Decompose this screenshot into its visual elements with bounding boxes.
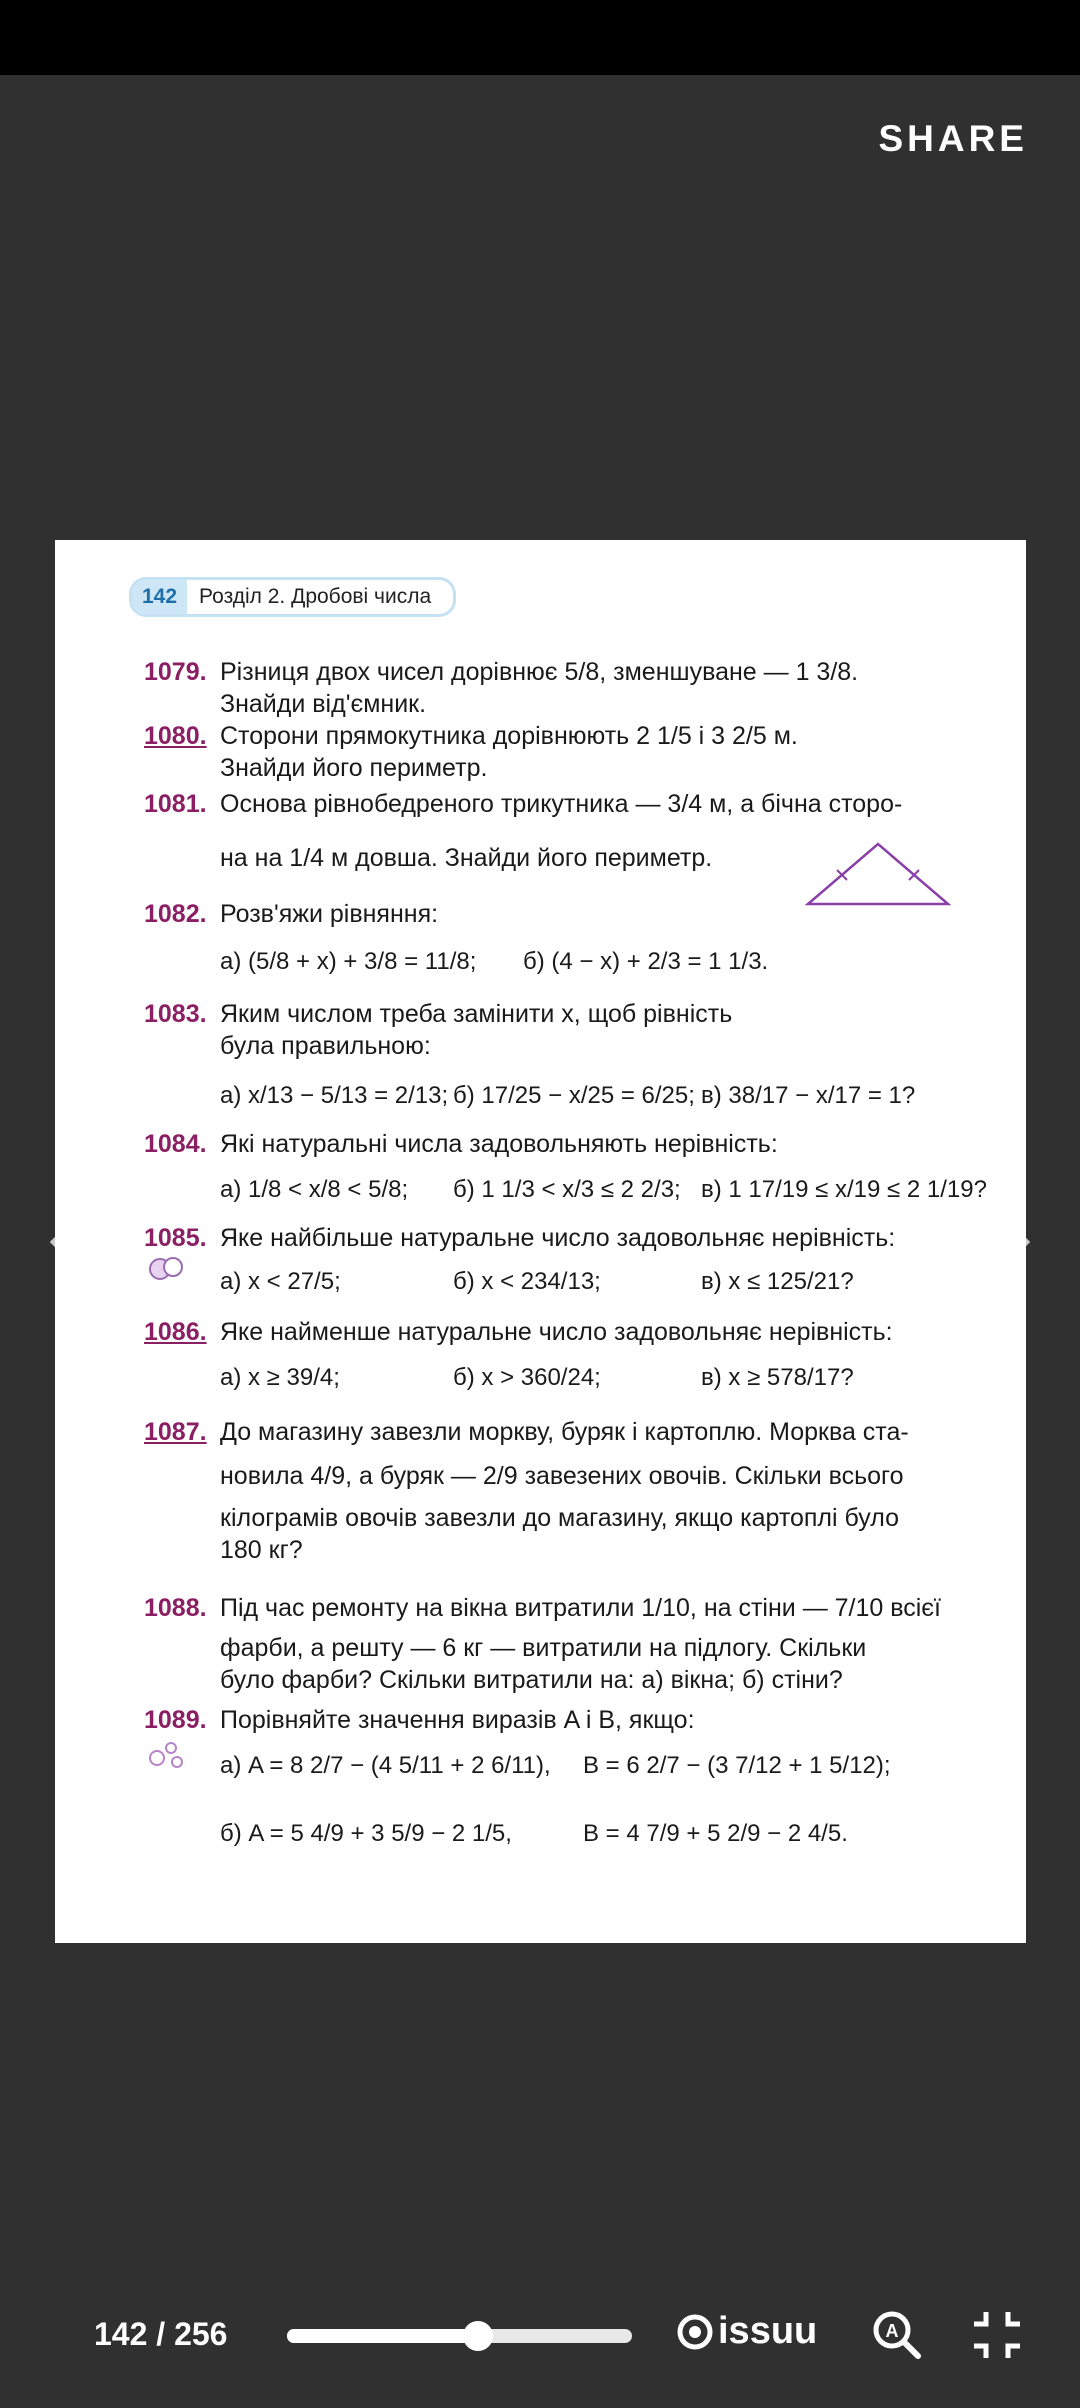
problem-line: було фарби? Скільки витратили на: а) вікна; б) стіни? bbox=[220, 1666, 843, 1694]
issuu-logo-icon bbox=[676, 2313, 714, 2351]
problem-line: Під час ремонту на вікна витратили 1/10, на стіни — 7/10 всієї bbox=[220, 1594, 941, 1622]
item-1085-a: а) x < 27/5; bbox=[220, 1268, 341, 1295]
problem-number: 1084. bbox=[144, 1130, 207, 1158]
item-1086-c: в) x ≥ 578/17? bbox=[701, 1364, 854, 1391]
item-1089-a-A: а) A = 8 2/7 − (4 5/11 + 2 6/11), bbox=[220, 1752, 551, 1779]
share-button[interactable]: SHARE bbox=[878, 118, 1028, 159]
section-title: Розділ 2. Дробові числа bbox=[199, 585, 432, 608]
problem-line: кілограмів овочів завезли до магазину, якщо картоплі було bbox=[220, 1504, 900, 1532]
problem-line: фарби, а решту — 6 кг — витратили на підлогу. Скільки bbox=[220, 1634, 867, 1662]
problem-number: 1088. bbox=[144, 1594, 207, 1622]
problem-number: 1089. bbox=[144, 1706, 207, 1734]
item-1084-a: а) 1/8 < x/8 < 5/8; bbox=[220, 1176, 409, 1203]
problem-1087 bbox=[144, 1416, 956, 1566]
page-indicator: 142 / 256 bbox=[94, 2316, 228, 2352]
page-slider[interactable] bbox=[287, 2329, 632, 2343]
zoom-button[interactable] bbox=[870, 2308, 924, 2362]
item-1085-b: б) x < 234/13; bbox=[453, 1268, 601, 1295]
problem-line: Розв'яжи рівняння: bbox=[220, 900, 439, 928]
problem-number: 1080. bbox=[144, 722, 207, 750]
item-1089-b-B: B = 4 7/9 + 5 2/9 − 2 4/5. bbox=[583, 1820, 848, 1847]
slider-fill bbox=[287, 2329, 478, 2343]
problem-line: Яке найбільше натуральне число задовольняє нерівність: bbox=[220, 1224, 896, 1252]
problem-1084 bbox=[144, 1128, 956, 1160]
problem-line: була правильною: bbox=[220, 1032, 431, 1060]
item-1086-a: а) x ≥ 39/4; bbox=[220, 1364, 340, 1391]
item-1083-b: б) 17/25 − x/25 = 6/25; bbox=[453, 1082, 695, 1109]
problem-1089 bbox=[144, 1704, 956, 1736]
problem-line: Порівняйте значення виразів A і B, якщо: bbox=[220, 1706, 695, 1734]
problem-number: 1083. bbox=[144, 1000, 207, 1028]
pair-work-icon bbox=[147, 1256, 187, 1282]
problem-line: Яким числом треба замінити x, щоб рівність bbox=[220, 1000, 733, 1028]
problem-line: Сторони прямокутника дорівнюють 2 1/5 і 3 2/5 м. bbox=[220, 722, 798, 750]
problem-line: на на 1/4 м довша. Знайди його периметр. bbox=[220, 844, 713, 872]
problem-1088 bbox=[144, 1592, 956, 1696]
top-bar bbox=[0, 0, 1080, 75]
problem-number: 1081. bbox=[144, 790, 207, 818]
page-header bbox=[129, 577, 456, 617]
problem-line: Яке найменше натуральне число задовольняє нерівність: bbox=[220, 1318, 893, 1346]
item-1082-a: а) (5/8 + x) + 3/8 = 11/8; bbox=[220, 948, 477, 975]
item-1089-a-B: B = 6 2/7 − (3 7/12 + 1 5/12); bbox=[583, 1752, 891, 1779]
problem-1086 bbox=[144, 1316, 956, 1348]
item-1089-b-A: б) A = 5 4/9 + 3 5/9 − 2 1/5, bbox=[220, 1820, 512, 1847]
problem-1082 bbox=[144, 898, 956, 930]
problem-line: Знайди від'ємник. bbox=[220, 690, 427, 718]
problem-1080 bbox=[144, 720, 956, 784]
problem-line: 180 кг? bbox=[220, 1536, 303, 1564]
problem-number: 1086. bbox=[144, 1318, 207, 1346]
problem-line: новила 4/9, а буряк — 2/9 завезених овочів. Скільки всього bbox=[220, 1462, 904, 1490]
document-page bbox=[55, 540, 1026, 1943]
fullscreen-exit-button[interactable] bbox=[970, 2308, 1024, 2362]
item-1085-c: в) x ≤ 125/21? bbox=[701, 1268, 854, 1295]
zoom-icon bbox=[870, 2308, 924, 2362]
problem-1083 bbox=[144, 998, 956, 1062]
problem-number: 1085. bbox=[144, 1224, 207, 1252]
issuu-logo[interactable] bbox=[676, 2310, 817, 2353]
item-1084-b: б) 1 1/3 < x/3 ≤ 2 2/3; bbox=[453, 1176, 681, 1203]
logo-text: issuu bbox=[718, 2310, 818, 2352]
item-1083-a: а) x/13 − 5/13 = 2/13; bbox=[220, 1082, 449, 1109]
page-number: 142 bbox=[132, 580, 187, 614]
problem-line: Різниця двох чисел дорівнює 5/8, зменшуване — 1 3/8. bbox=[220, 658, 859, 686]
group-work-icon bbox=[147, 1736, 187, 1772]
problem-line: Знайди його периметр. bbox=[220, 754, 488, 782]
problem-line: Основа рівнобедреного трикутника — 3/4 м, а бічна сторо- bbox=[220, 790, 903, 818]
problem-1079 bbox=[144, 656, 956, 720]
svg-text:A: A bbox=[885, 2321, 899, 2341]
problem-number: 1079. bbox=[144, 658, 207, 686]
slider-knob[interactable] bbox=[463, 2321, 493, 2351]
item-1082-b: б) (4 − x) + 2/3 = 1 1/3. bbox=[523, 948, 769, 975]
problem-line: До магазину завезли моркву, буряк і картоплю. Морква ста- bbox=[220, 1418, 909, 1446]
item-1086-b: б) x > 360/24; bbox=[453, 1364, 601, 1391]
fullscreen-exit-icon bbox=[970, 2308, 1024, 2362]
problem-number: 1082. bbox=[144, 900, 207, 928]
item-1083-c: в) 38/17 − x/17 = 1? bbox=[701, 1082, 916, 1109]
problem-line: Які натуральні числа задовольняють нерівність: bbox=[220, 1130, 778, 1158]
item-1084-c: в) 1 17/19 ≤ x/19 ≤ 2 1/19? bbox=[701, 1176, 987, 1203]
problem-1085 bbox=[144, 1222, 956, 1254]
problem-number: 1087. bbox=[144, 1418, 207, 1446]
